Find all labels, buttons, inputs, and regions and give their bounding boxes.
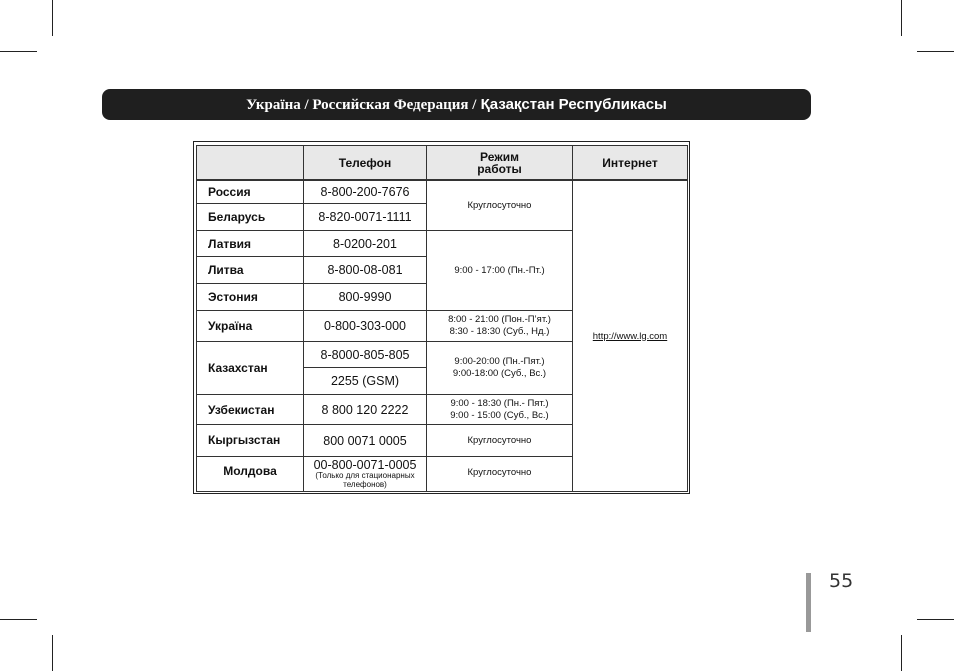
country-cell: Литва: [196, 256, 304, 284]
crop-mark: [0, 619, 37, 620]
banner-title-serif: Україна / Российская Федерация /: [246, 97, 477, 113]
country-cell: Эстония: [196, 283, 304, 311]
crop-mark: [901, 0, 902, 36]
internet-link[interactable]: http://www.lg.com: [572, 180, 688, 492]
hours-cell: [426, 310, 573, 342]
phone-note: (Только для стационарных: [315, 470, 415, 480]
hours-line: 9:00 - 15:00 (Суб., Вс.): [450, 409, 549, 421]
phone-cell: 8-8000-805-805: [303, 341, 427, 368]
country-cell: Узбекистан: [196, 394, 304, 425]
hours-line: 9:00-20:00 (Пн.-Пят.): [454, 356, 545, 367]
hours-line: 9:00-18:00 (Суб., Вс.): [452, 368, 547, 379]
phone-cell-moldova: [303, 456, 427, 492]
header-country: [196, 145, 304, 180]
phone-number: 00-800-0071-0005: [313, 457, 417, 472]
header-phone: Телефон: [303, 145, 427, 180]
country-cell: Молдова: [196, 456, 304, 492]
page-number: 55: [829, 570, 854, 592]
phone-cell: 8-800-08-081: [303, 256, 427, 284]
hours-cell: Круглосуточно: [426, 180, 573, 231]
header-hours: [426, 145, 573, 180]
hours-cell: Круглосуточно: [426, 456, 573, 492]
country-cell: Латвия: [196, 230, 304, 257]
hours-cell: 9:00 - 17:00 (Пн.-Пт.): [426, 230, 573, 311]
country-cell: Беларусь: [196, 203, 304, 231]
phone-cell: 800 0071 0005: [303, 424, 427, 457]
phone-cell: 8-800-200-7676: [303, 180, 427, 204]
banner-title-sans: Қазақстан Республикасы: [476, 96, 667, 113]
header-hours-line2: работы: [477, 161, 522, 176]
crop-mark: [917, 51, 954, 52]
country-cell: Россия: [196, 180, 304, 204]
hours-cell: [426, 394, 573, 425]
crop-mark: [52, 0, 53, 36]
section-banner: [102, 89, 811, 120]
hours-line: 9:00 - 18:30 (Пн.- Пят.): [450, 397, 549, 409]
phone-cell: 8 800 120 2222: [303, 394, 427, 425]
phone-cell: 0-800-303-000: [303, 310, 427, 342]
contact-table: [193, 141, 690, 494]
phone-cell: 800-9990: [303, 283, 427, 311]
country-cell: Україна: [196, 310, 304, 342]
country-cell: Кыргызстан: [196, 424, 304, 457]
header-internet: Интернет: [572, 145, 688, 180]
phone-cell: 2255 (GSM): [303, 367, 427, 395]
page-number-bar: [806, 573, 811, 632]
phone-cell: 8-0200-201: [303, 230, 427, 257]
header-hours-line1: Режим: [480, 149, 519, 164]
hours-line: 8:00 - 21:00 (Пон.-П’ят.): [448, 314, 551, 325]
phone-cell: 8-820-0071-1111: [303, 203, 427, 231]
hours-cell: [426, 341, 573, 395]
country-cell: Казахстан: [196, 341, 304, 395]
crop-mark: [52, 635, 53, 671]
crop-mark: [917, 619, 954, 620]
crop-mark: [901, 635, 902, 671]
hours-line: 8:30 - 18:30 (Суб., Нд.): [449, 326, 550, 337]
crop-mark: [0, 51, 37, 52]
phone-note: телефонов): [343, 479, 387, 489]
hours-cell: Круглосуточно: [426, 424, 573, 457]
